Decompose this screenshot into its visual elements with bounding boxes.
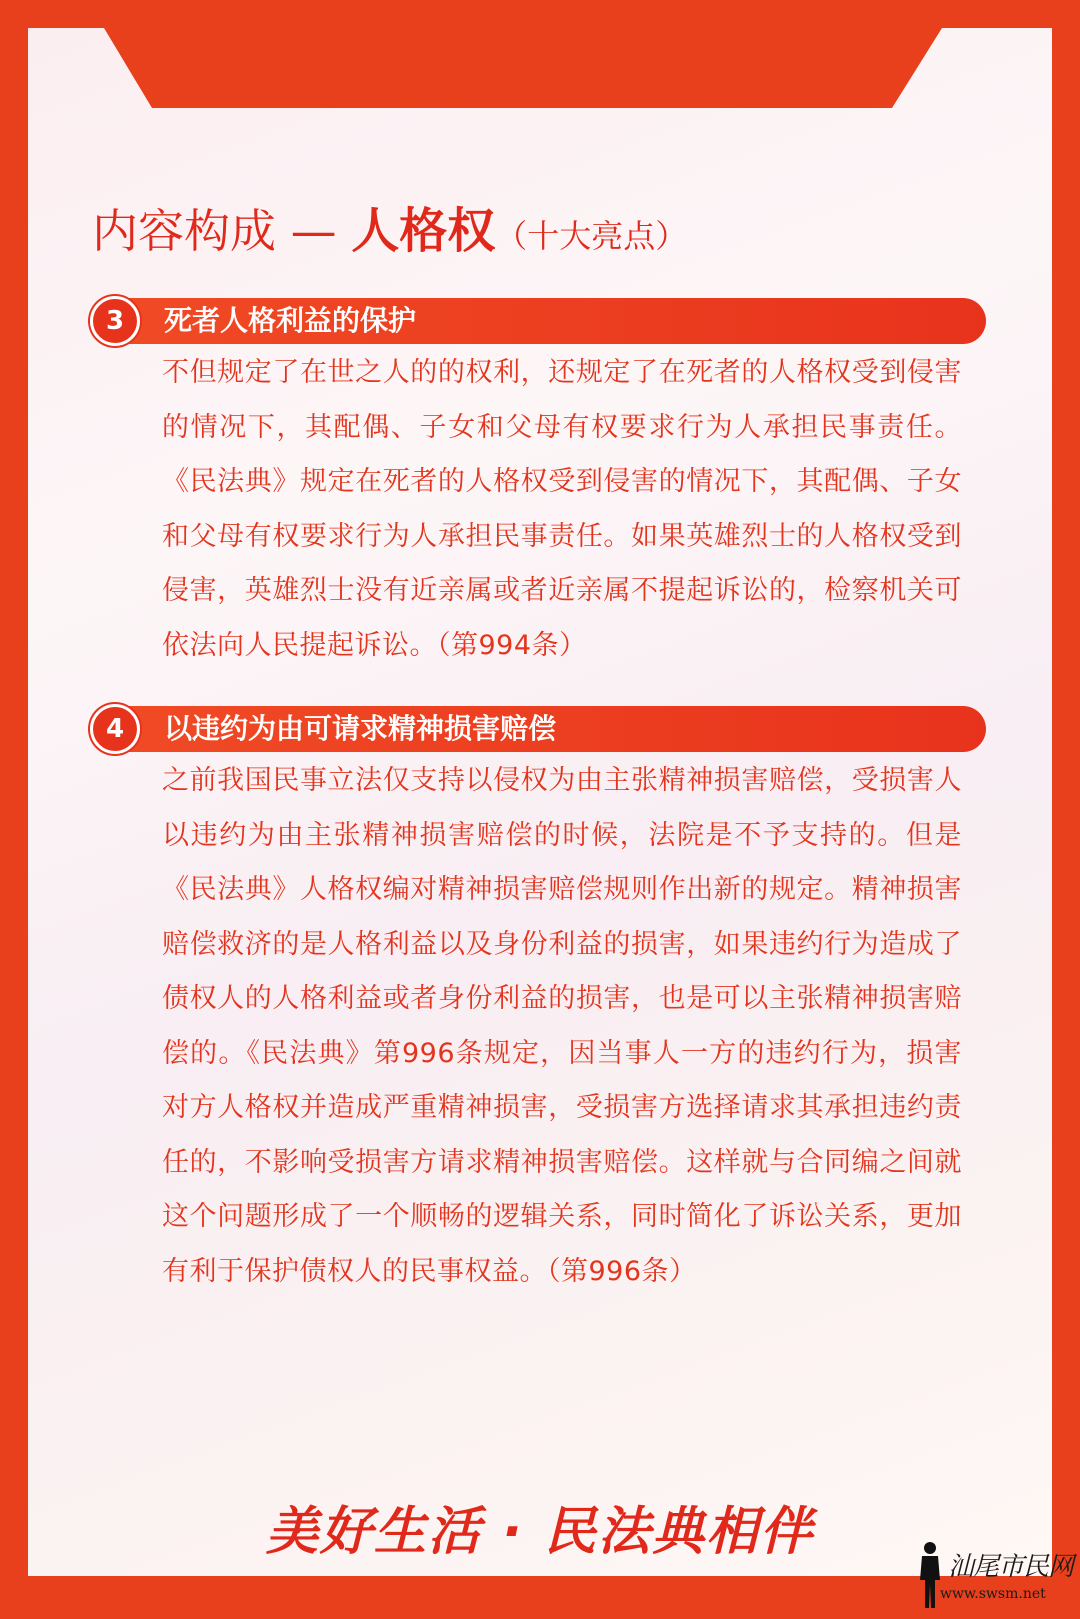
section-body: 之前我国民事立法仅支持以侵权为由主张精神损害赔偿，受损害人以违约为由主张精神损害赔偿的时候，法院是不予支持的。但是《民法典》人格权编对精神损害赔偿规则作出新的规定。精神损害赔偿救济的是人格利益以及身份利益的损害，如果违约行为造成了债权人的人格利益或者身份利益的损害，也是可以主张精神损害赔偿的。《民法典》第996条规定，因当事人一方的违约行为，损害对方人格权并造成严重精神损害，受损害方选择请求其承担违约责任的，不影响受损害方请求精神损害赔偿。这样就与合同编之间就这个问题形成了一个顺畅的逻辑关系，同时简化了诉讼关系，更加有利于保护债权人的民事权益。（第996条）: [162, 765, 962, 1287]
section-heading: 死者人格利益的保护: [164, 304, 417, 337]
watermark-url: www.swsm.net: [940, 1586, 1046, 1602]
section-heading: 以违约为由可请求精神损害赔偿: [164, 712, 557, 745]
section-heading-bar: [118, 298, 986, 344]
slogan: 美好生活 · 民法典相伴: [266, 1502, 814, 1562]
section-heading-bar: [118, 706, 986, 752]
watermark-name: 汕尾市民网: [948, 1552, 1074, 1582]
page-title: [92, 198, 687, 269]
watermark: [916, 1540, 1074, 1610]
title-subtitle: （十大亮点）: [495, 217, 688, 255]
section-body: 不但规定了在世之人的的权利，还规定了在死者的人格权受到侵害的情况下，其配偶、子女和父母有权要求行为人承担民事责任。《民法典》规定在死者的人格权受到侵害的情况下，其配偶、子女和父母有权要求行为人承担民事责任。如果英雄烈士的人格权受到侵害，英雄烈士没有近亲属或者近亲属不提起诉讼的，检察机关可依法向人民提起诉讼。（第994条）: [162, 357, 962, 661]
title-highlight: 人格权: [351, 203, 496, 259]
section-number-badge: 3: [90, 296, 140, 346]
title-main: 内容构成 —: [92, 204, 352, 258]
section-number-badge: 4: [90, 704, 140, 754]
